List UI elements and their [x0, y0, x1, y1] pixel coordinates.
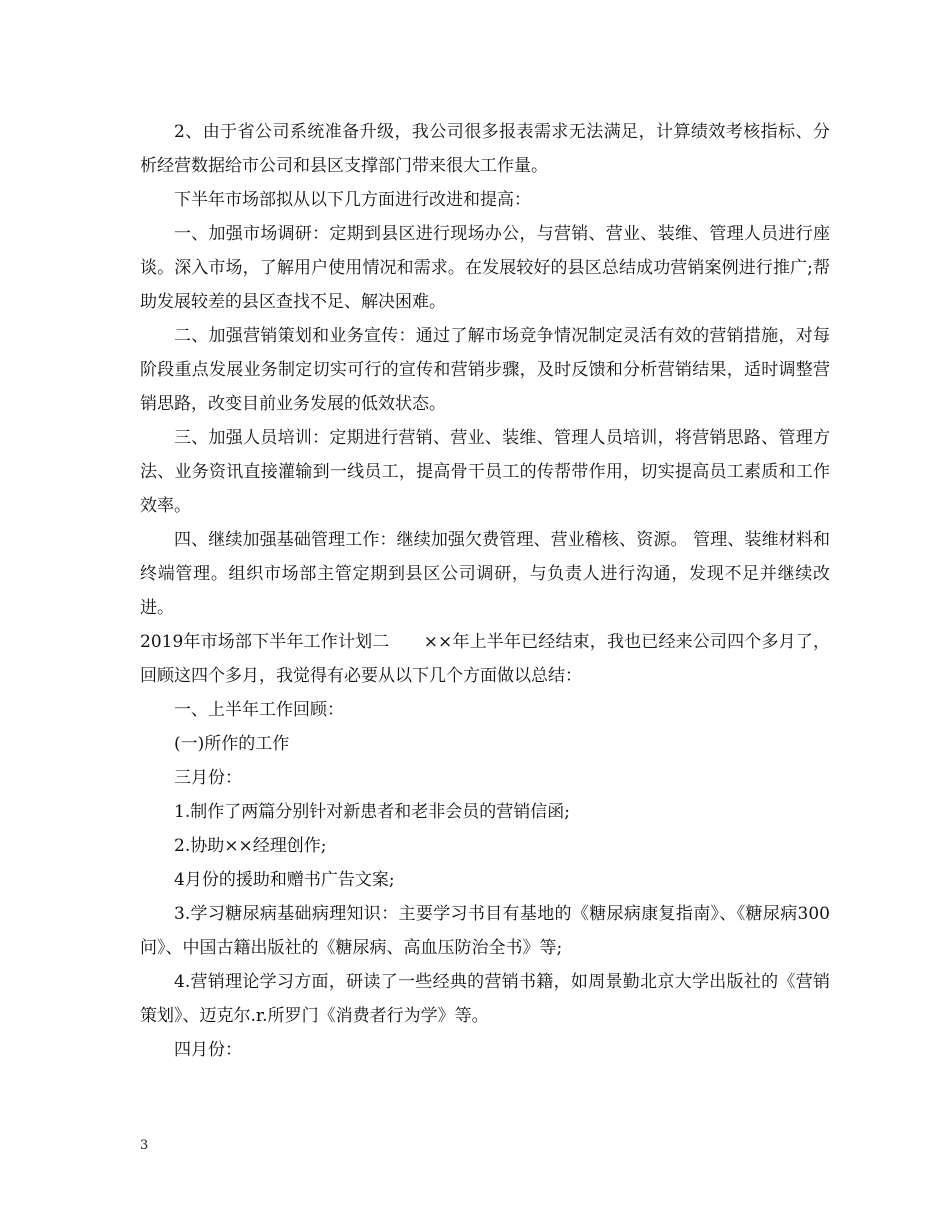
paragraph-4: 二、加强营销策划和业务宣传：通过了解市场竞争情况制定灵活有效的营销措施，对每阶段重点发展业务制定切实可行的宣传和营销步骤，及时反馈和分析营销结果，适时调整营销思路，改变目前业务发展的低效状态。: [140, 326, 830, 414]
paragraph-11: 1.制作了两篇分别针对新患者和老非会员的营销信函;: [174, 802, 570, 822]
paragraph-5: 三、加强人员培训：定期进行营销、营业、装维、管理人员培训，将营销思路、管理方法、业务资讯直接灌输到一线员工，提高骨干员工的传帮带作用，切实提高员工素质和工作效率。: [140, 428, 830, 516]
paragraph-16: 四月份：: [174, 1040, 242, 1060]
paragraph-9: (一)所作的工作: [174, 734, 290, 754]
paragraph-7-heading: 2019年市场部下半年工作计划二 ××年上半年已经结束，我也已经来公司四个多月了，回顾这四个多月，我觉得有必要从以下几个方面做以总结：: [140, 632, 830, 686]
paragraph-13: 4月份的援助和赠书广告文案;: [174, 870, 395, 890]
page-number: 3: [140, 1138, 149, 1153]
paragraph-8: 一、上半年工作回顾：: [174, 700, 344, 720]
paragraph-15: 4.营销理论学习方面，研读了一些经典的营销书籍，如周景勤北京大学出版社的《营销策划》、迈克尔.r.所罗门《消费者行为学》等。: [140, 972, 830, 1026]
paragraph-10: 三月份：: [174, 768, 242, 788]
paragraph-6: 四、继续加强基础管理工作：继续加强欠费管理、营业稽核、资源。 管理、装维材料和终端管理。组织市场部主管定期到县区公司调研，与负责人进行沟通，发现不足并继续改进。: [140, 530, 830, 618]
paragraph-1: 2、由于省公司系统准备升级，我公司很多报表需求无法满足，计算绩效考核指标、分析经营数据给市公司和县区支撑部门带来很大工作量。: [140, 122, 830, 176]
document-body: [140, 115, 830, 1067]
paragraph-12: 2.协助××经理创作;: [174, 836, 327, 856]
paragraph-14: 3.学习糖尿病基础病理知识：主要学习书目有基地的《糖尿病康复指南》、《糖尿病300问》、中国古籍出版社的《糖尿病、高血压防治全书》等;: [140, 904, 830, 958]
paragraph-2: 下半年市场部拟从以下几方面进行改进和提高：: [174, 190, 531, 210]
paragraph-3: 一、加强市场调研：定期到县区进行现场办公，与营销、营业、装维、管理人员进行座谈。深入市场，了解用户使用情况和需求。在发展较好的县区总结成功营销案例进行推广;帮助发展较差的县区查找不足、解决困难。: [140, 224, 830, 312]
